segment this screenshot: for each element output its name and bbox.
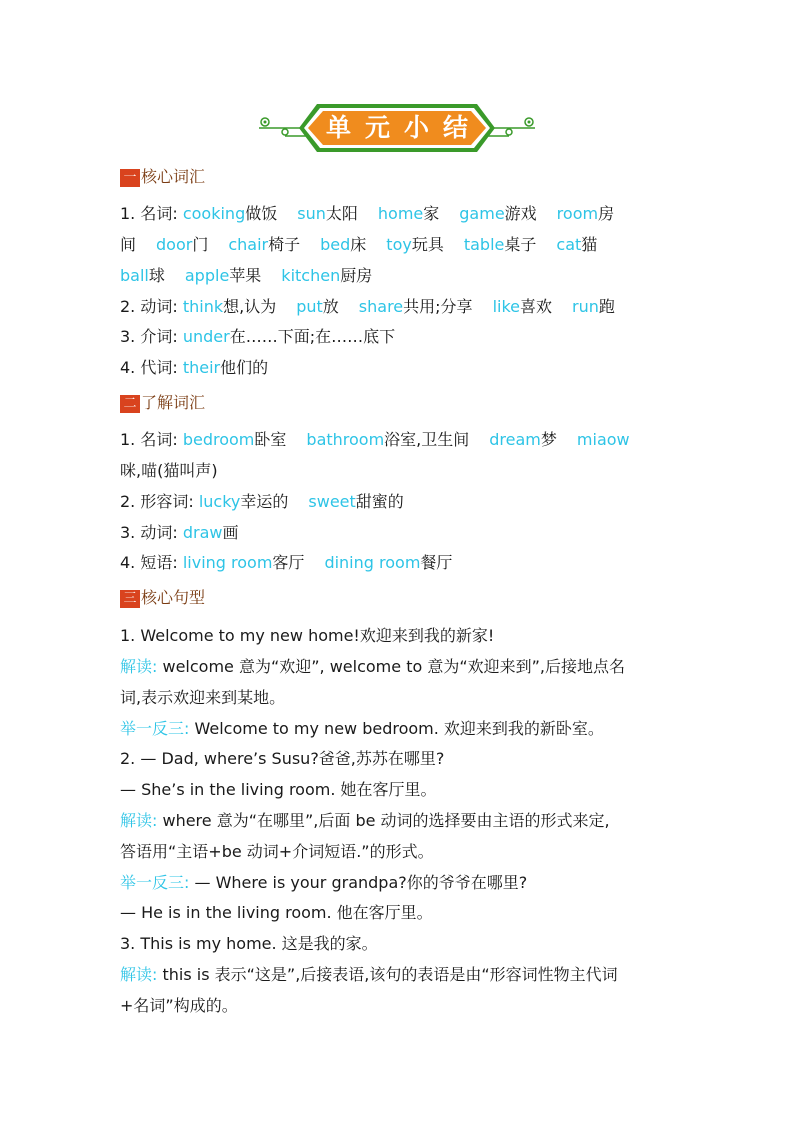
english-word: think: [182, 297, 224, 316]
vocab-line: [120, 201, 614, 227]
english-word: share: [358, 297, 404, 316]
text-segment: 房: [598, 204, 615, 223]
english-word: dining room: [324, 553, 421, 572]
vocab-line: [120, 294, 615, 320]
example-label: 举一反三:: [120, 873, 195, 892]
text-segment: 喜欢: [520, 297, 553, 316]
text-segment: 放: [322, 297, 339, 316]
text-segment: 跑: [598, 297, 615, 316]
vocab-line: [120, 550, 452, 576]
english-word: room: [556, 204, 599, 223]
english-word: cooking: [182, 204, 246, 223]
text-segment: 太阳: [325, 204, 358, 223]
english-word: apple: [184, 266, 230, 285]
text-segment: welcome 意为“欢迎”, welcome to 意为“欢迎来到”,后接地点名: [162, 657, 626, 676]
english-word: dream: [489, 430, 541, 449]
explain-label: 解读:: [120, 657, 163, 676]
section-core-vocabulary: [120, 166, 205, 188]
explain-label: 解读:: [120, 811, 163, 830]
text-segment: 2. 动词:: [120, 297, 183, 316]
text-segment: 他们的: [220, 358, 269, 377]
vocab-line: [120, 324, 395, 350]
section-known-vocabulary: [120, 392, 205, 414]
english-word: bedroom: [182, 430, 255, 449]
text-segment: 浴室,卫生间: [384, 430, 470, 449]
text-segment: 家: [423, 204, 440, 223]
text-segment: 餐厅: [420, 553, 453, 572]
text-segment: 甜蜜的: [355, 492, 404, 511]
text-segment: 1. 名词:: [120, 204, 183, 223]
text-segment: 4. 短语:: [120, 553, 183, 572]
text-segment: 做饭: [245, 204, 278, 223]
english-word: sun: [297, 204, 326, 223]
english-word: miaow: [576, 430, 630, 449]
example-line: [120, 716, 604, 742]
text-segment: where 意为“在哪里”,后面 be 动词的选择要由主语的形式来定,: [162, 811, 610, 830]
text-segment: 想,认为: [223, 297, 277, 316]
english-word: their: [182, 358, 221, 377]
english-word: draw: [182, 523, 223, 542]
text-segment: 床: [350, 235, 367, 254]
english-word: table: [463, 235, 505, 254]
english-word: under: [182, 327, 230, 346]
section-title: 了解词汇: [141, 393, 206, 412]
english-word: game: [459, 204, 505, 223]
pattern-sentence: 2. — Dad, where’s Susu?爸爸,苏苏在哪里?: [120, 749, 445, 768]
section-number: 一: [120, 169, 140, 187]
text-segment: 幸运的: [240, 492, 289, 511]
text-segment: 3. 动词:: [120, 523, 183, 542]
text-segment: 咪,喵(猫叫声): [120, 461, 218, 480]
vocab-line: [120, 458, 218, 484]
english-word: kitchen: [281, 266, 341, 285]
section-number: 二: [120, 395, 140, 413]
vocab-line: [120, 263, 372, 289]
english-word: home: [377, 204, 424, 223]
text-segment: 桌子: [504, 235, 537, 254]
text-segment: 2. 形容词:: [120, 492, 199, 511]
explanation-line: [120, 962, 618, 988]
text-segment: 苹果: [229, 266, 262, 285]
text-segment: 画: [222, 523, 239, 542]
text-segment: 玩具: [411, 235, 444, 254]
vocab-line: [120, 232, 597, 258]
text-segment: 卧室: [254, 430, 287, 449]
text-segment: 3. 介词:: [120, 327, 183, 346]
example-answer: — He is in the living room. 他在客厅里。: [120, 903, 433, 922]
text-segment: 4. 代词:: [120, 358, 183, 377]
example-label: 举一反三:: [120, 719, 195, 738]
english-word: living room: [182, 553, 273, 572]
explanation-line: 词,表示欢迎来到某地。: [120, 688, 286, 707]
vocab-line: [120, 520, 238, 546]
pattern-answer: — She’s in the living room. 她在客厅里。: [120, 780, 437, 799]
text-segment: 在……下面;在……底下: [229, 327, 396, 346]
vocab-line: [120, 355, 268, 381]
explanation-line: [120, 808, 610, 834]
text-segment: this is 表示“这是”,后接表语,该句的表语是由“形容词性物主代词: [162, 965, 618, 984]
explanation-line: 答语用“主语+be 动词+介词短语.”的形式。: [120, 842, 434, 861]
text-segment: 客厅: [272, 553, 305, 572]
text-segment: — Where is your grandpa?你的爷爷在哪里?: [194, 873, 528, 892]
english-word: ball: [120, 266, 149, 285]
page-title: 单元小结: [325, 113, 482, 142]
section-title: 核心句型: [141, 588, 206, 607]
english-word: sweet: [308, 492, 356, 511]
explanation-line: [120, 654, 625, 680]
section-number: 三: [120, 590, 140, 608]
example-line: [120, 870, 527, 896]
english-word: toy: [386, 235, 412, 254]
text-segment: Welcome to my new bedroom. 欢迎来到我的新卧室。: [194, 719, 604, 738]
pattern-sentence: 3. This is my home. 这是我的家。: [120, 934, 378, 953]
english-word: cat: [556, 235, 582, 254]
english-word: run: [572, 297, 599, 316]
text-segment: 游戏: [504, 204, 537, 223]
text-segment: 门: [192, 235, 209, 254]
pattern-sentence: 1. Welcome to my new home!欢迎来到我的新家!: [120, 626, 495, 645]
text-segment: 共用;分享: [403, 297, 473, 316]
english-word: bed: [320, 235, 351, 254]
english-word: door: [156, 235, 193, 254]
english-word: chair: [228, 235, 269, 254]
text-segment: 梦: [540, 430, 557, 449]
vocab-line: [120, 489, 404, 515]
text-segment: 球: [148, 266, 165, 285]
explanation-line: +名词”构成的。: [120, 996, 238, 1015]
english-word: like: [492, 297, 520, 316]
english-word: lucky: [198, 492, 241, 511]
english-word: put: [296, 297, 323, 316]
text-segment: 椅子: [268, 235, 301, 254]
text-segment: 间: [120, 235, 137, 254]
english-word: bathroom: [306, 430, 385, 449]
text-segment: 1. 名词:: [120, 430, 183, 449]
vocab-line: [120, 427, 630, 453]
unit-summary-banner: [255, 100, 539, 156]
explain-label: 解读:: [120, 965, 163, 984]
section-title: 核心词汇: [141, 167, 206, 186]
text-segment: 猫: [581, 235, 598, 254]
section-core-patterns: [120, 587, 205, 609]
text-segment: 厨房: [340, 266, 373, 285]
